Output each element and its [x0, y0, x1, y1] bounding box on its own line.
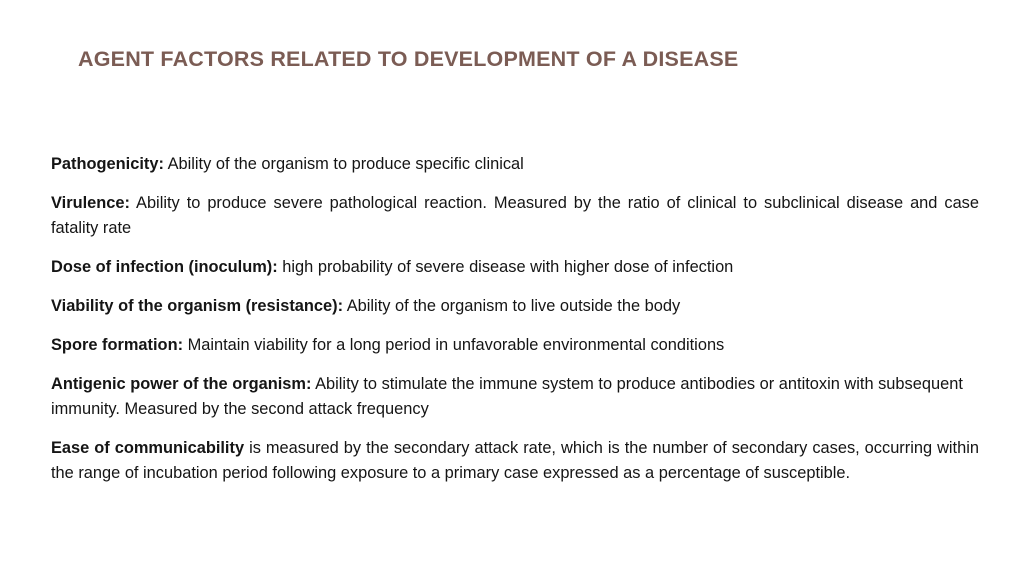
bullet-lead-spore-formation: Spore formation: [51, 336, 184, 354]
slide-title: AGENT FACTORS RELATED TO DEVELOPMENT OF A DISEASE [78, 47, 739, 71]
bullet-text-virulence: Ability to produce severe pathological reaction. Measured by the ratio of clinical to subclinical disease and case fatality rate [51, 194, 979, 237]
bullet-lead-pathogenicity: Pathogenicity: [51, 155, 164, 173]
bullet-lead-dose-of-infection: Dose of infection (inoculum): [51, 258, 278, 276]
bullet-dose-of-infection [51, 255, 979, 280]
bullet-spore-formation [51, 333, 979, 358]
bullet-text-pathogenicity: Ability of the organism to produce specific clinical [163, 155, 524, 173]
bullet-lead-virulence: Virulence: [51, 194, 130, 212]
bullet-text-dose-of-infection: high probability of severe disease with higher dose of infection [277, 258, 734, 276]
bullet-text-antigenic-power: Ability to stimulate the immune system to produce antibodies or antitoxin with subsequent immunity. Measured by the second attack frequency [51, 375, 963, 418]
bullet-viability [51, 294, 979, 319]
slide-body [51, 152, 979, 486]
bullet-ease-of-communicability [51, 436, 979, 486]
bullet-text-ease-of-communicability: is measured by the secondary attack rate, which is the number of secondary cases, occurring within the range of incubation period following exposure to a primary case expressed as a percentage of susceptible. [51, 439, 979, 482]
bullet-text-spore-formation: Maintain viability for a long period in unfavorable environmental conditions [183, 336, 725, 354]
bullet-lead-ease-of-communicability: Ease of communicability [51, 439, 245, 457]
bullet-text-viability: Ability of the organism to live outside the body [343, 297, 681, 315]
bullet-pathogenicity [51, 152, 979, 177]
bullet-lead-viability: Viability of the organism (resistance): [51, 297, 344, 315]
bullet-lead-antigenic-power: Antigenic power of the organism: [51, 375, 312, 393]
bullet-virulence [51, 191, 979, 241]
bullet-antigenic-power [51, 372, 979, 422]
